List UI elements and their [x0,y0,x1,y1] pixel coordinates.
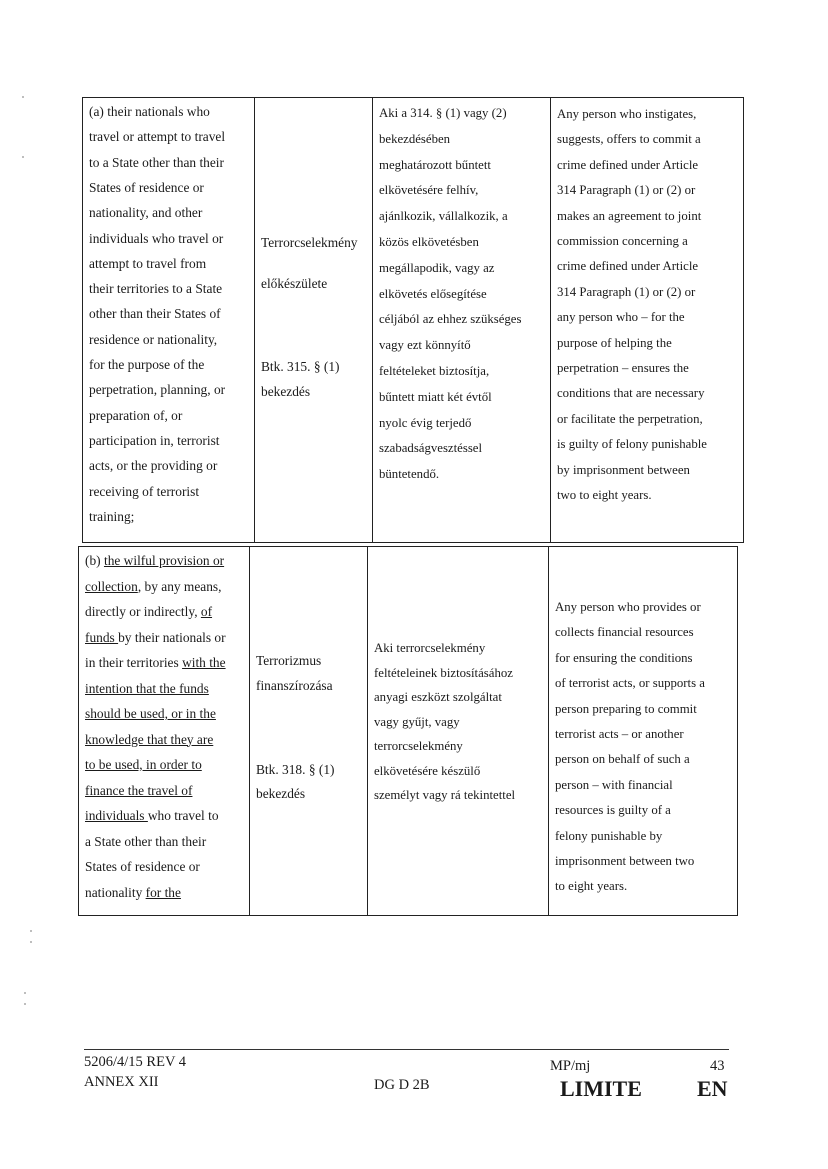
row-a-hungarian-line: ajánlkozik, vállalkozik, a [379,209,508,224]
underlined-text: for the [145,884,181,900]
row-b-english-line: felony punishable by [555,828,663,843]
row-b-original-text-cell [79,547,250,915]
row-a-english-text-cell [551,98,745,542]
text-run: participation in, terrorist [89,432,220,448]
row-a-original-line [89,205,202,221]
footer-language: EN [697,1076,728,1101]
text-run: a State other than their [85,833,207,849]
row-a-english-line: two to eight years. [557,488,652,502]
table-row-a [82,97,744,543]
underlined-text: should be used, or in the [85,706,216,721]
row-b-original-line [85,681,209,697]
footer-initials: MP/mj [550,1058,591,1074]
row-a-offence-title-cont: előkészülete [261,276,328,291]
row-b-english-line: collects financial resources [555,625,694,640]
row-b-hungarian-title-cell [250,547,368,915]
row-b-english-text-cell [549,547,739,915]
row-a-article-ref: Btk. 315. § (1) [261,359,340,374]
row-b-original-line [85,834,206,850]
row-a-original-line [89,433,220,449]
row-b-english-line: terrorist acts – or another [555,727,684,741]
text-run: residence or nationality, [89,331,218,347]
underlined-text: collection [85,578,138,594]
text-run: attempt to travel from [89,255,207,271]
row-a-article-ref-cont: bekezdés [261,384,311,399]
scan-speck [30,941,32,943]
row-b-article-ref-cont: bekezdés [256,786,306,801]
text-run: nationality [85,884,146,900]
underlined-text: the wilful provision or [103,553,225,568]
row-a-english-line: crime defined under Article [557,157,699,172]
row-b-original-line [85,579,221,595]
text-run: nationality, and other [89,205,203,221]
row-a-hungarian-line: elkövetésére felhív, [379,183,479,198]
text-run: acts, or the providing or [89,458,218,474]
footer-classification: LIMITE [560,1076,642,1101]
text-run: individuals who travel or [89,230,224,246]
scan-speck [24,992,26,994]
row-a-hungarian-line: bűntett miatt két évtől [379,389,492,404]
text-run: training; [89,508,135,524]
row-b-original-line [85,553,224,569]
row-a-english-line: or facilitate the perpetration, [557,411,703,426]
row-b-article-ref: Btk. 318. § (1) [256,762,335,777]
row-b-hungarian-line: vagy gyűjt, vagy [374,714,460,729]
text-run: directly or indirectly, [85,604,201,619]
row-a-english-line: 314 Paragraph (1) or (2) or [557,284,696,299]
row-a-english-line: 314 Paragraph (1) or (2) or [557,183,696,198]
row-a-english-line: commission concerning a [557,234,688,248]
row-b-english-line: person on behalf of such a [555,752,690,767]
row-a-hungarian-line: elkövetés elősegítése [379,286,487,301]
row-b-hungarian-line: anyagi eszközt szolgáltat [374,690,502,704]
row-a-original-line [89,408,182,424]
footer-divider [84,1049,729,1050]
footer-annex: ANNEX XII [84,1074,159,1090]
row-a-english-line: is guilty of felony punishable [557,437,707,452]
row-a-original-line [89,129,225,145]
row-b-offence-title: Terrorizmus [256,653,322,668]
row-b-english-line: resources is guilty of a [555,803,671,818]
row-a-original-line [89,231,223,247]
row-a-english-line: makes an agreement to joint [557,208,702,223]
row-a-hungarian-line: nyolc évig terjedő [379,415,472,430]
text-run: States of residence or [85,859,200,874]
row-a-english-line: any person who – for the [557,310,685,325]
row-a-original-line [89,256,206,272]
row-b-original-line [85,783,192,799]
underlined-text: intention that the funds [85,680,209,696]
row-a-hungarian-line: megállapodik, vagy az [379,260,495,275]
row-b-original-line [85,604,212,620]
text-run: other than their States of [89,306,221,322]
underlined-text: of [200,604,213,619]
row-a-english-line: crime defined under Article [557,259,699,274]
text-run: receiving of terrorist [89,483,200,499]
row-a-english-line: purpose of helping the [557,335,672,350]
underlined-text: individuals [85,808,148,823]
row-b-english-line: imprisonment between two [555,854,695,868]
row-a-hungarian-line: közös elkövetésben [379,235,479,249]
row-b-hungarian-line: terrorcselekmény [374,739,463,753]
underlined-text: funds [85,629,119,645]
text-run: preparation of, or [89,407,183,423]
row-a-original-line [89,180,204,196]
text-run: their territories to a State [89,281,223,297]
row-a-offence-title: Terrorcselekmény [261,235,358,250]
row-a-hungarian-line: céljából az ehhez szükséges [379,312,522,327]
text-run: , by any means, [137,578,222,594]
row-b-original-line [85,808,219,824]
row-b-original-line [85,885,181,901]
footer-dg: DG D 2B [374,1077,430,1093]
underlined-text: knowledge that they are [85,731,214,747]
row-b-english-line: for ensuring the conditions [555,650,693,665]
row-a-original-line [89,104,210,120]
row-a-hungarian-line: Aki a 314. § (1) vagy (2) [379,106,507,120]
row-b-offence-title-cont: finanszírozása [256,678,333,693]
row-a-english-line: Any person who instigates, [557,107,697,121]
text-run: for the purpose of the [89,357,205,372]
row-b-original-line [85,732,213,748]
row-a-original-line [89,382,225,398]
footer-page-number: 43 [710,1058,725,1074]
row-a-original-line [89,155,224,171]
text-run: travel or attempt to travel [89,129,226,145]
row-b-english-line: of terrorist acts, or supports a [555,676,705,691]
row-a-original-line [89,281,222,297]
row-a-hungarian-line: meghatározott bűntett [379,157,491,172]
row-a-hungarian-line: vagy ezt könnyítő [379,338,471,353]
row-a-original-text-cell [83,98,255,542]
row-a-original-line [89,332,217,348]
row-a-hungarian-title-cell [255,98,373,542]
row-a-hungarian-line: büntetendő. [379,467,440,482]
row-a-english-line: by imprisonment between [557,462,690,477]
row-a-hungarian-line: bekezdésében [379,131,451,146]
row-a-original-line [89,458,217,474]
row-a-original-line [89,306,221,322]
scan-speck [22,96,24,98]
text-run: by their nationals or [118,629,226,645]
row-a-hungarian-line: szabadságvesztéssel [379,441,483,456]
row-a-original-line [89,484,199,500]
scan-speck [22,156,24,158]
scan-speck [24,1003,26,1005]
row-b-hungarian-line: Aki terrorcselekmény [374,641,486,655]
row-a-english-line: perpetration – ensures the [557,361,689,375]
footer-doc-ref: 5206/4/15 REV 4 [84,1054,187,1070]
row-b-hungarian-line: feltételeinek biztosításához [374,665,513,680]
row-a-english-line: conditions that are necessary [557,386,705,401]
row-b-hungarian-line: elkövetésére készülő [374,763,481,778]
row-b-original-line [85,859,200,875]
row-b-english-line: person – with financial [555,777,673,792]
row-b-hungarian-text-cell [368,547,549,915]
table-row-b [78,546,738,916]
underlined-text: finance the travel of [85,782,193,798]
row-b-english-line: person preparing to commit [555,701,697,716]
row-b-hungarian-line: személyt vagy rá tekintettel [374,788,516,802]
row-b-english-line: Any person who provides or [555,600,701,614]
row-b-original-line [85,757,202,773]
text-run: to a State other than their [89,154,224,170]
row-b-original-line [85,706,216,722]
row-a-hungarian-text-cell [373,98,551,542]
text-run: States of residence or [89,179,204,195]
row-b-english-line: to eight years. [555,879,628,894]
scan-speck [30,930,32,932]
underlined-text: to be used, in order to [85,757,202,772]
text-run: (a) their nationals who [89,104,210,119]
row-a-original-line [89,357,204,373]
row-a-english-line: suggests, offers to commit a [557,132,701,147]
row-b-original-line [85,655,226,671]
text-run: (b) [85,553,104,568]
row-b-original-line [85,630,226,646]
underlined-text: with the [182,655,226,670]
text-run: in their territories [85,655,183,670]
row-a-original-line [89,509,134,525]
row-a-hungarian-line: feltételeket biztosítja, [379,364,490,378]
text-run: who travel to [147,808,219,823]
text-run: perpetration, planning, or [89,382,226,398]
